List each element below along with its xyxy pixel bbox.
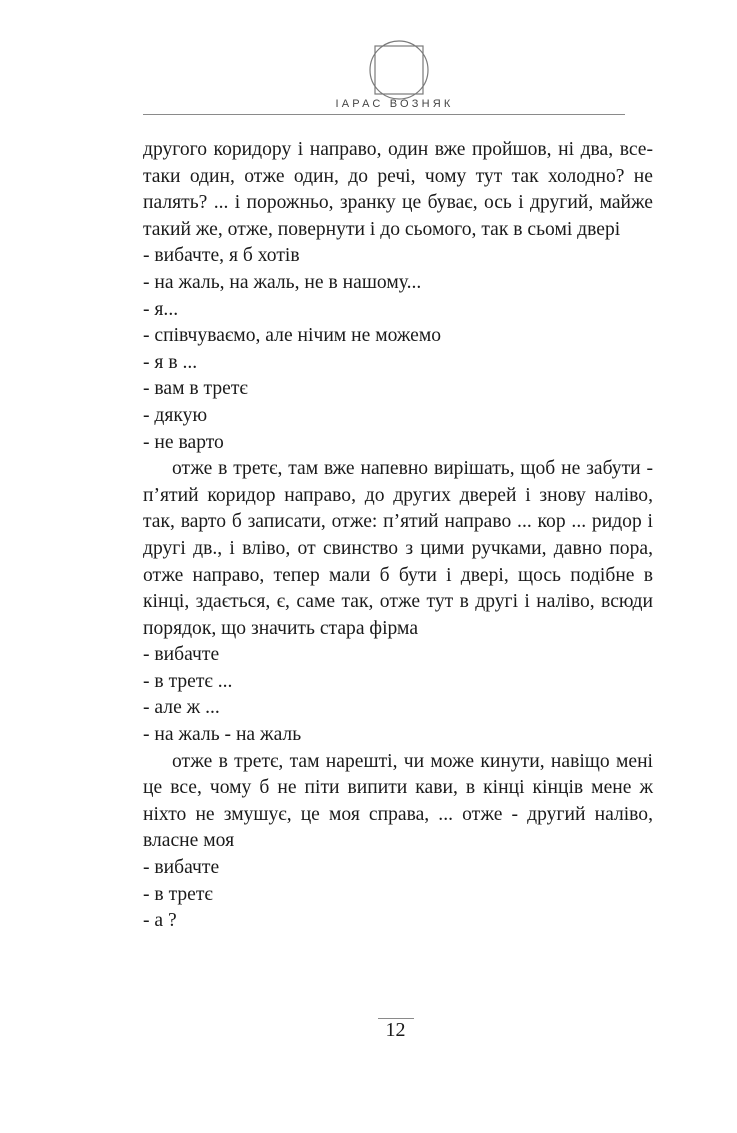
dialogue-line: - в третє ... <box>143 670 233 692</box>
paragraph: другого коридору і направо, один вже пройшов, ні два, все-таки один, отже один, до речі, чому тут так холодно? не палять? ... і порожньо, зранку це буває, ось і другий, майже такий же, отже, повернути і до сьомого, так в сьомі двері <box>143 139 653 240</box>
dialogue-line: - я... <box>143 298 179 320</box>
paragraph: отже в третє, там вже напевно вирішать, щоб не забути - п’ятий коридор направо, до других дверей і знову наліво, так, варто б записати, отже: п’ятий направо ... кор ... ридор і другі дв., і вліво, от свинство з цими ручками, давно пора, отже направо, тепер мали б бути і двері, щось подібне в кінці, здається, є, саме так, отже тут в другі і наліво, всюди порядок, що значить стара фірма <box>143 458 653 639</box>
dialogue-line: - я в ... <box>143 351 198 373</box>
page-number: 12 <box>385 1019 406 1041</box>
dialogue-line: - в третє <box>143 883 213 905</box>
dialogue-line: - вам в третє <box>143 378 248 400</box>
dialogue-line: - вибачте <box>143 857 220 879</box>
dialogue-line: - але ж ... <box>143 697 220 719</box>
dialogue-line: - а ? <box>143 910 177 932</box>
dialogue-line: - на жаль - на жаль <box>143 724 302 746</box>
running-header-author: ІАРАС ВОЗНЯК <box>335 98 454 110</box>
dialogue-line: - на жаль, на жаль, не в нашому... <box>143 271 422 293</box>
dialogue-line: - вибачте, я б хотів <box>143 245 300 267</box>
dialogue-line: - вибачте <box>143 644 220 666</box>
dialogue-line: - співчуваємо, але нічим не можемо <box>143 325 442 347</box>
dialogue-line: - дякую <box>143 404 208 426</box>
body-text <box>143 137 653 935</box>
header-rule <box>143 114 625 115</box>
dialogue-line: - не варто <box>143 431 224 453</box>
circle-square-logo-icon <box>363 34 435 106</box>
paragraph: отже в третє, там нарешті, чи може кинути, навіщо мені це все, чому б не піти випити кави, в кінці кінців мене ж ніхто не змушує, це моя справа, ... отже - другий наліво, власне моя <box>143 750 653 852</box>
